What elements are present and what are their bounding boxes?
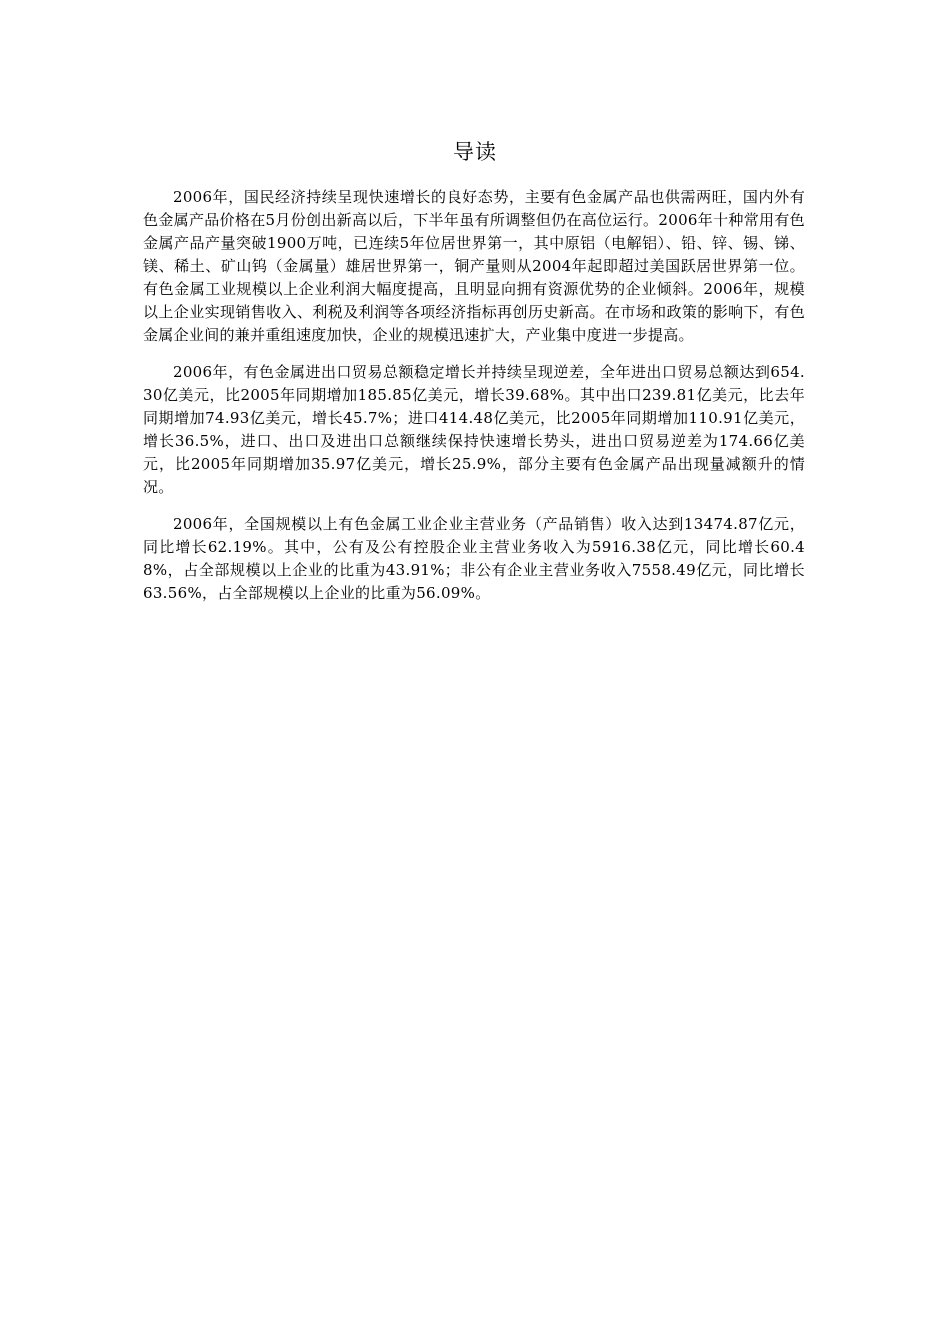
document-body [143, 186, 805, 619]
paragraph-3: 2006年，全国规模以上有色金属工业企业主营业务（产品销售）收入达到13474.87亿元，同比增长62.19%。其中，公有及公有控股企业主营业务收入为5916.38亿元，同比增长60.48%，占全部规模以上企业的比重为43.91%；非公有企业主营业务收入7558.49亿元，同比增长63.56%，占全部规模以上企业的比重为56.09%。 [143, 515, 805, 602]
paragraph-2: 2006年，有色金属进出口贸易总额稳定增长并持续呈现逆差，全年进出口贸易总额达到654.30亿美元，比2005年同期增加185.85亿美元，增长39.68%。其中出口239.81亿美元，比去年同期增加74.93亿美元，增长45.7%；进口414.48亿美元，比2005年同期增加110.91亿美元，增长36.5%，进口、出口及进出口总额继续保持快速增长势头，进出口贸易逆差为174.66亿美元，比2005年同期增加35.97亿美元，增长25.9%，部分主要有色金属产品出现量减额升的情况。 [143, 363, 805, 496]
paragraph-1: 2006年，国民经济持续呈现快速增长的良好态势，主要有色金属产品也供需两旺，国内外有色金属产品价格在5月份创出新高以后，下半年虽有所调整但仍在高位运行。2006年十种常用有色金属产品产量突破1900万吨，已连续5年位居世界第一，其中原铝（电解铝）、铅、锌、锡、锑、镁、稀土、矿山钨（金属量）雄居世界第一，铜产量则从2004年起即超过美国跃居世界第一位。有色金属工业规模以上企业利润大幅度提高，且明显向拥有资源优势的企业倾斜。2006年，规模以上企业实现销售收入、利税及利润等各项经济指标再创历史新高。在市场和政策的影响下，有色金属企业间的兼并重组速度加快，企业的规模迅速扩大，产业集中度进一步提高。 [143, 188, 805, 344]
page-title: 导读 [453, 140, 497, 164]
